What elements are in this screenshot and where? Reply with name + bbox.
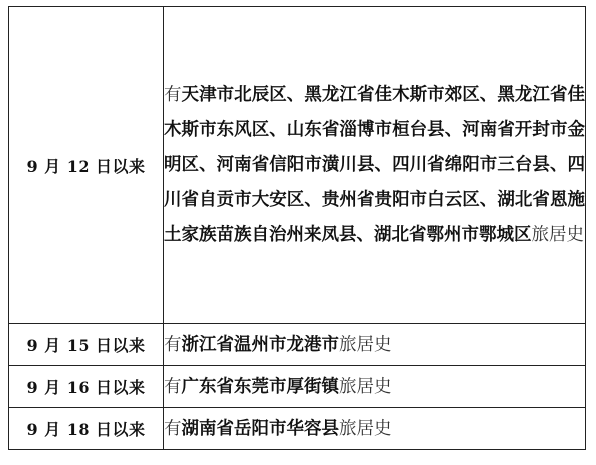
table-row bbox=[9, 408, 586, 450]
table-row bbox=[9, 324, 586, 366]
date-cell: 9 月 18 日以来 bbox=[9, 408, 164, 450]
area-list: 广东省东莞市厚街镇 bbox=[181, 376, 339, 397]
area-cell bbox=[164, 7, 586, 324]
suffix-text: 旅居史 bbox=[339, 418, 392, 439]
prefix-text: 有 bbox=[164, 84, 182, 105]
prefix-text: 有 bbox=[164, 418, 182, 439]
suffix-text: 旅居史 bbox=[339, 376, 392, 397]
table-row bbox=[9, 7, 586, 324]
area-cell bbox=[164, 324, 586, 366]
date-cell: 9 月 15 日以来 bbox=[9, 324, 164, 366]
area-cell bbox=[164, 408, 586, 450]
area-list: 浙江省温州市龙港市 bbox=[181, 334, 339, 355]
prefix-text: 有 bbox=[164, 334, 182, 355]
area-list: 湖南省岳阳市华容县 bbox=[181, 418, 339, 439]
date-cell: 9 月 12 日以来 bbox=[9, 7, 164, 324]
date-cell: 9 月 16 日以来 bbox=[9, 366, 164, 408]
table-row bbox=[9, 366, 586, 408]
suffix-text: 旅居史 bbox=[531, 224, 584, 245]
prefix-text: 有 bbox=[164, 376, 182, 397]
suffix-text: 旅居史 bbox=[339, 334, 392, 355]
area-cell bbox=[164, 366, 586, 408]
area-list: 天津市北辰区、黑龙江省佳木斯市郊区、黑龙江省佳木斯市东风区、山东省淄博市桓台县、河南省开封市金明区、河南省信阳市潢川县、四川省绵阳市三台县、四川省自贡市大安区、贵州省贵阳市白云区、湖北省恩施土家族苗族自治州来凤县、湖北省鄂州市鄂城区 bbox=[164, 84, 586, 245]
travel-history-table bbox=[8, 6, 586, 450]
